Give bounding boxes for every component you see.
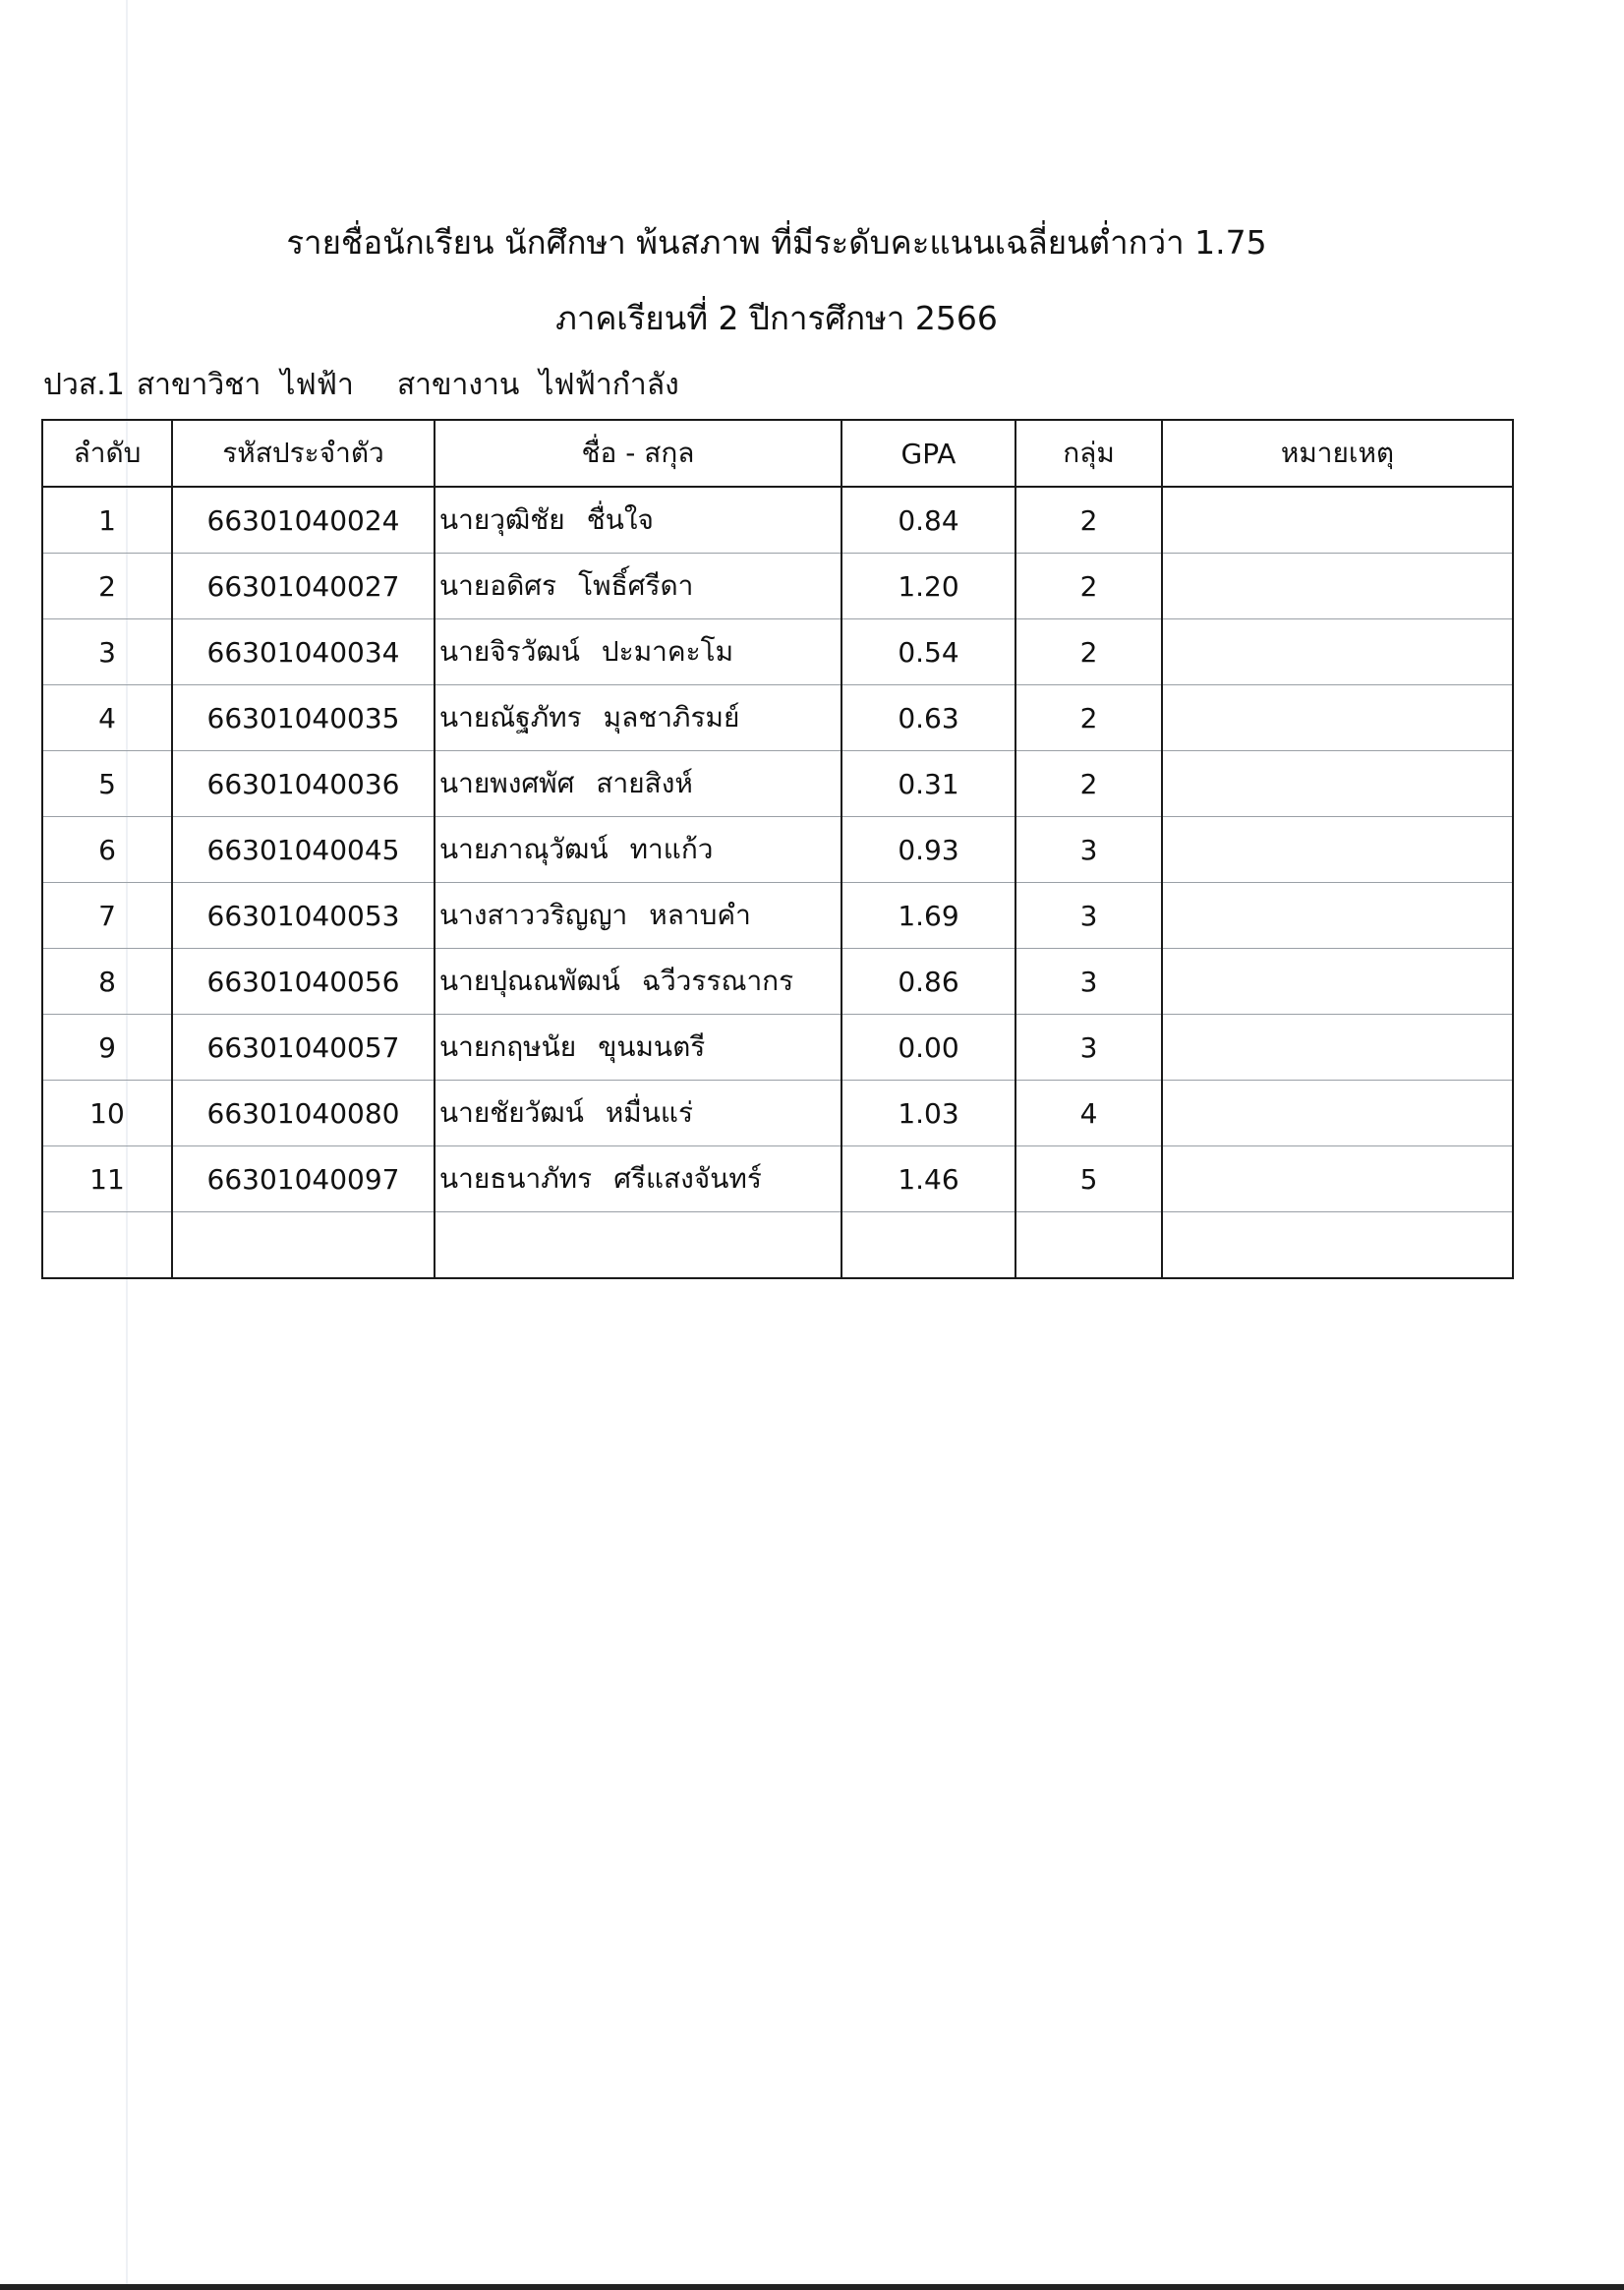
cell-remark [1162, 817, 1513, 883]
last-name: ปะมาคะโม [601, 635, 734, 668]
cell-name [435, 751, 841, 817]
cell-gpa: 0.00 [841, 1015, 1015, 1081]
document-title: รายชื่อนักเรียน นักศึกษา พ้นสภาพ ที่มีระดับคะแนนเฉลี่ยนต่ำกว่า 1.75 [286, 223, 1267, 262]
first-name: นายพงศพัศ [439, 767, 575, 799]
cell-student-id: 66301040056 [172, 949, 435, 1015]
last-name: ขุนมนตรี [598, 1030, 706, 1063]
cell-student-id: 66301040034 [172, 619, 435, 685]
cell-group: 3 [1015, 1015, 1162, 1081]
column-header-gpa: GPA [841, 420, 1015, 487]
cell-student-id: 66301040053 [172, 883, 435, 949]
cell-student-id: 66301040057 [172, 1015, 435, 1081]
cell-remark [1162, 1212, 1513, 1279]
cell-gpa: 0.84 [841, 487, 1015, 554]
table-row [42, 1015, 1513, 1081]
table-row [42, 949, 1513, 1015]
cell-name [435, 1015, 841, 1081]
cell-name [435, 949, 841, 1015]
column-header-remark: หมายเหตุ [1162, 420, 1513, 487]
cell-name [435, 883, 841, 949]
cell-no: 10 [42, 1081, 172, 1146]
cell-name [435, 487, 841, 554]
table-row [42, 751, 1513, 817]
first-name: นายชัยวัฒน์ [439, 1096, 584, 1129]
cell-group: 4 [1015, 1081, 1162, 1146]
cell-remark [1162, 1015, 1513, 1081]
cell-name [435, 619, 841, 685]
cell-group: 2 [1015, 751, 1162, 817]
cell-no [42, 1212, 172, 1279]
table-row [42, 883, 1513, 949]
first-name: นายจิรวัฒน์ [439, 635, 580, 668]
cell-student-id: 66301040024 [172, 487, 435, 554]
cell-student-id: 66301040027 [172, 554, 435, 619]
cell-group: 2 [1015, 685, 1162, 751]
cell-no: 3 [42, 619, 172, 685]
cell-group: 2 [1015, 619, 1162, 685]
table-row [42, 619, 1513, 685]
last-name: ฉวีวรรณากร [641, 965, 794, 997]
cell-name [435, 1146, 841, 1212]
table-row [42, 554, 1513, 619]
table-body [42, 487, 1513, 1278]
cell-gpa: 0.63 [841, 685, 1015, 751]
cell-gpa: 1.20 [841, 554, 1015, 619]
cell-gpa: 0.54 [841, 619, 1015, 685]
document-semester: ภาคเรียนที่ 2 ปีการศึกษา 2566 [555, 299, 998, 337]
table-row [42, 487, 1513, 554]
cell-no: 5 [42, 751, 172, 817]
last-name: หมื่นแร่ [605, 1096, 693, 1129]
first-name: นายณัฐภัทร [439, 701, 582, 734]
cell-gpa [841, 1212, 1015, 1279]
cell-remark [1162, 751, 1513, 817]
first-name: นายธนาภัทร [439, 1162, 593, 1195]
cell-name [435, 817, 841, 883]
cell-group: 3 [1015, 949, 1162, 1015]
cell-no: 9 [42, 1015, 172, 1081]
first-name: นายปุณณพัฒน์ [439, 965, 620, 997]
student-gpa-table [41, 419, 1514, 1279]
cell-gpa: 0.93 [841, 817, 1015, 883]
cell-name [435, 554, 841, 619]
cell-name [435, 685, 841, 751]
cell-student-id: 66301040097 [172, 1146, 435, 1212]
major-label: สาขางาน [396, 368, 520, 402]
cell-gpa: 1.03 [841, 1081, 1015, 1146]
cell-remark [1162, 1146, 1513, 1212]
cell-group: 3 [1015, 883, 1162, 949]
column-header-name: ชื่อ - สกุล [435, 420, 841, 487]
column-header-group: กลุ่ม [1015, 420, 1162, 487]
cell-no: 7 [42, 883, 172, 949]
table-header-row [42, 420, 1513, 487]
cell-gpa: 1.69 [841, 883, 1015, 949]
first-name: นายกฤษนัย [439, 1030, 577, 1063]
cell-student-id [172, 1212, 435, 1279]
cell-group: 2 [1015, 487, 1162, 554]
last-name: โพธิ์ศรีดา [578, 569, 694, 602]
cell-no: 11 [42, 1146, 172, 1212]
major-value: ไฟฟ้ากำลัง [539, 368, 679, 402]
last-name: ศรีแสงจันทร์ [613, 1162, 762, 1195]
cell-remark [1162, 1081, 1513, 1146]
cell-no: 8 [42, 949, 172, 1015]
cell-student-id: 66301040036 [172, 751, 435, 817]
cell-student-id: 66301040045 [172, 817, 435, 883]
cell-group: 2 [1015, 554, 1162, 619]
table-row [42, 1212, 1513, 1279]
scan-bottom-edge [0, 2284, 1624, 2290]
table-row [42, 685, 1513, 751]
cell-remark [1162, 685, 1513, 751]
cell-group [1015, 1212, 1162, 1279]
cell-remark [1162, 487, 1513, 554]
cell-group: 5 [1015, 1146, 1162, 1212]
program-line [43, 366, 719, 405]
first-name: นางสาววริญญา [439, 899, 628, 931]
cell-gpa: 0.31 [841, 751, 1015, 817]
cell-remark [1162, 883, 1513, 949]
last-name: หลาบคำ [649, 899, 751, 931]
cell-no: 4 [42, 685, 172, 751]
cell-remark [1162, 619, 1513, 685]
last-name: ชื่นใจ [586, 503, 654, 536]
cell-gpa: 0.86 [841, 949, 1015, 1015]
level-label: ปวส.1 [43, 368, 125, 402]
cell-student-id: 66301040080 [172, 1081, 435, 1146]
table-row [42, 1081, 1513, 1146]
cell-gpa: 1.46 [841, 1146, 1015, 1212]
cell-name [435, 1081, 841, 1146]
table-row [42, 1146, 1513, 1212]
cell-no: 2 [42, 554, 172, 619]
last-name: ทาแก้ว [629, 833, 714, 865]
program-value: ไฟฟ้า [280, 368, 354, 402]
last-name: มุลชาภิรมย์ [603, 701, 740, 734]
first-name: นายอดิศร [439, 569, 557, 602]
last-name: สายสิงห์ [596, 767, 693, 799]
table-row [42, 817, 1513, 883]
column-header-student-id: รหัสประจำตัว [172, 420, 435, 487]
cell-group: 3 [1015, 817, 1162, 883]
column-header-no: ลำดับ [42, 420, 172, 487]
cell-name [435, 1212, 841, 1279]
program-label: สาขาวิชา [136, 368, 261, 402]
cell-no: 6 [42, 817, 172, 883]
cell-student-id: 66301040035 [172, 685, 435, 751]
first-name: นายวุฒิชัย [439, 503, 565, 536]
cell-remark [1162, 554, 1513, 619]
first-name: นายภาณุวัฒน์ [439, 833, 609, 865]
cell-no: 1 [42, 487, 172, 554]
cell-remark [1162, 949, 1513, 1015]
